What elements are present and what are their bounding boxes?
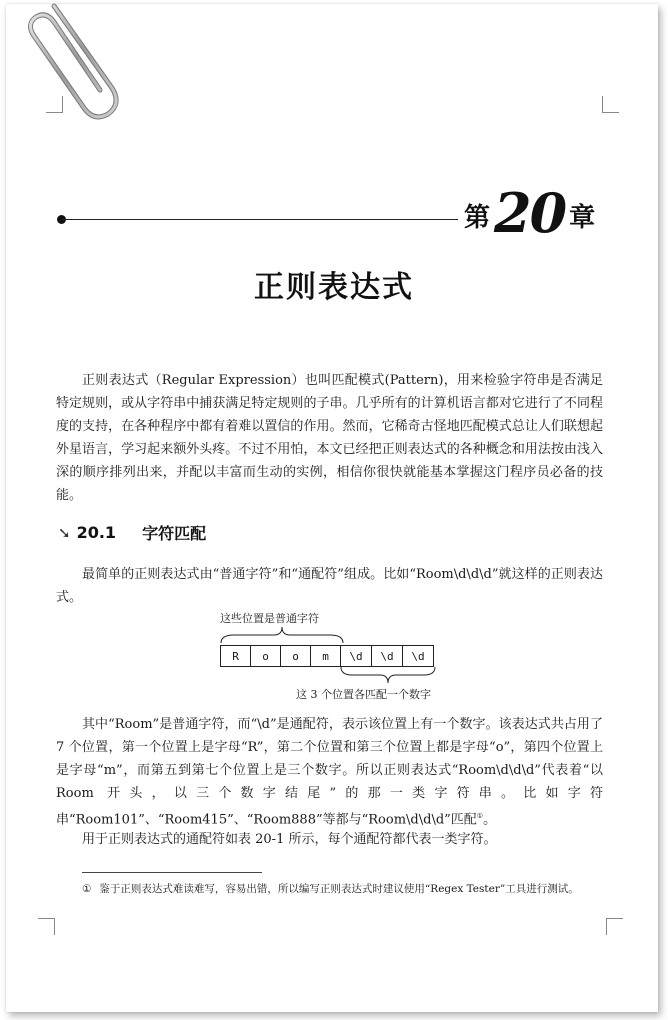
- body-paragraph: 其中“Room”是普通字符，而“\d”是通配符，表示该位置上有一个数字。该表达式共占用了 7 个位置，第一个位置上是字母“R”，第二个位置和第三个位置上都是字母“o”，第四个位置上是字母“m”，而第五到第七个位置上是三个数字。所以正则表达式“Room\d\d\d”代表着“以 Room 开头，以三个数字结尾”的那一类字符串。比如字符串“Room101”、“Room415”、“Room888”等都与“Room\d\d\d”匹配①。: [56, 717, 603, 828]
- diagram-cell: \d: [372, 646, 403, 666]
- footnote-reference[interactable]: ①: [476, 812, 484, 820]
- crop-mark-top-left: [46, 96, 63, 113]
- intro-paragraph: 正则表达式（Regular Expression）也叫匹配模式(Pattern)，用来检验字符串是否满足特定规则，或从字符串中捕获满足特定规则的子串。几乎所有的计算机语言都对它进行了不同程度的支持，在各种程序中都有着难以置信的作用。然而，它稀奇古怪地匹配模式总让人们联想起外星语言，学习起来额外头疼。不过不用怕，本文已经把正则表达式的各种概念和用法按由浅入深的顺序排列出来，并配以丰富而生动的实例，相信你很快就能基本掌握这门程序员必备的技能。: [56, 373, 603, 503]
- diagram-cell: \d: [341, 646, 372, 666]
- body-paragraph: 用于正则表达式的通配符如表 20-1 所示，每个通配符都代表一类字符。: [82, 832, 497, 847]
- footnote: [82, 880, 600, 899]
- diagram-cell: o: [251, 646, 281, 666]
- chapter-suffix: 章: [569, 203, 596, 233]
- footnote-marker: ①: [82, 883, 92, 895]
- crop-mark-bottom-right: [606, 918, 623, 935]
- chapter-heading: [464, 180, 596, 245]
- section-number: 20.1: [76, 523, 117, 542]
- diagram-top-label: 这些位置是普通字符: [220, 612, 319, 625]
- paperclip-icon: [14, 0, 124, 130]
- page-sheet: [6, 4, 658, 1012]
- section-title: 字符匹配: [142, 524, 207, 543]
- diagram-bottom-brace: [340, 666, 436, 684]
- chapter-rule: [62, 219, 458, 220]
- regex-position-diagram: [220, 645, 434, 667]
- section-heading: [58, 521, 206, 544]
- diagram-bottom-label: 这 3 个位置各匹配一个数字: [296, 688, 431, 701]
- crop-mark-top-right: [602, 96, 619, 113]
- chapter-prefix: 第: [464, 203, 491, 233]
- diagram-cell: R: [221, 646, 251, 666]
- chapter-number: 20: [494, 181, 566, 245]
- footnote-text: 鉴于正则表达式难读难写，容易出错，所以编写正则表达式时建议使用“Regex Tester”工具进行测试。: [99, 883, 579, 895]
- body-paragraph: 最简单的正则表达式由“普通字符”和“通配符”组成。比如“Room\d\d\d”就这样的正则表达式。: [56, 567, 603, 605]
- diagram-top-brace: [220, 626, 344, 644]
- chapter-title: 正则表达式: [254, 270, 414, 305]
- crop-mark-bottom-left: [38, 918, 55, 935]
- footnote-rule: [82, 872, 262, 873]
- diagram-cell: m: [311, 646, 341, 666]
- section-arrow-icon: ➘: [58, 523, 71, 542]
- diagram-cell: o: [281, 646, 311, 666]
- diagram-cell: \d: [411, 649, 425, 663]
